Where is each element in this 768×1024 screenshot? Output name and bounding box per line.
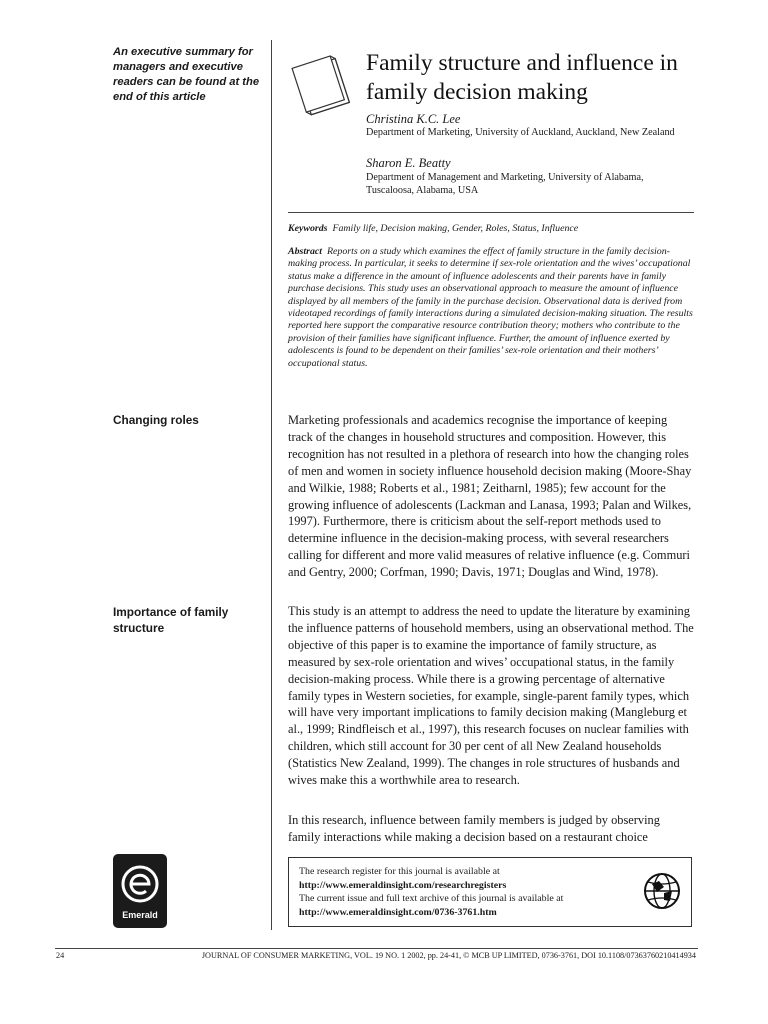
body-paragraph: Marketing professionals and academics recognise the importance of keeping track of the changes in household structures and composition. However, this recognition has not resulted in a plethora of research into how the changing roles of men and women in society influence household decision making (Moore-Shay and Wilkie, 1988; Roberts et al., 1981; Zeitharnl, 1985); few account for the growing influence of adolescents (Lackman and Lanasa, 1993; Palan and Wilkes, 1997). Furthermore, there is criticism about the self-report methods used to determine influence in the decision-making process, with several researchers calling for different and more valid measures of relative influence (e.g. Commuri and Gentry, 2000; Corfman, 1990; Davis, 1971; Douglas and Wind, 1978). (288, 413, 692, 580)
author-affiliation: Department of Management and Marketing, University of Alabama, Tuscaloosa, Alabama, USA (366, 172, 644, 196)
abstract (288, 246, 694, 370)
emerald-logo-text: Emerald (122, 910, 158, 920)
document-pages-icon (289, 50, 355, 122)
keywords-text: Family life, Decision making, Gender, Roles, Status, Influence (332, 223, 579, 234)
archive-text: The current issue and full text archive of this journal is available at (299, 893, 564, 904)
journal-citation: JOURNAL OF CONSUMER MARKETING, VOL. 19 NO. 1 2002, pp. 24-41, © MCB UP LIMITED, 0736-3761, DOI 10.1108/07363760210414934 (201, 951, 696, 960)
abstract-text: Reports on a study which examines the effect of family structure in the family decision-making process. In particular, it seeks to determine if sex-role orientation and the wives’ occupational status make a difference in the amount of influence adolescents and their parents have in family purchase decisions. This study uses an observational approach to measure the amount of influence displayed by all members of the family in the purchase decision. Observational data is derived from videotaped recordings of family interactions during a simulated decision-making situation. The results reported here support the comparative resource contribution theory; mothers who contribute to the provision of their families have significant influence. Further, the amount of influence exerted by adolescents is found to be dependent on their families’ sex-role orientation and their mothers’ occupational status. (288, 246, 693, 369)
research-register-link[interactable]: http://www.emeraldinsight.com/researchregisters (299, 879, 507, 891)
author-affiliation: Department of Marketing, University of Auckland, Auckland, New Zealand (366, 127, 675, 138)
globe-icon (642, 871, 682, 911)
author-name: Christina K.C. Lee (366, 112, 461, 126)
body-paragraph: In this research, influence between family members is judged by observing family interactions while making a decision based on a restaurant choice (288, 813, 660, 844)
article-title: Family structure and influence in family decision making (366, 50, 678, 105)
register-text: The research register for this journal is available at (299, 866, 500, 877)
title-divider (288, 212, 694, 213)
body-paragraph: This study is an attempt to address the need to update the literature by examining the influence patterns of household members, using an observational method. The objective of this paper is to examine the importance of family structure, as measured by sex-role orientation and wives’ occupational status, in the family decision-making process. While there is a growing percentage of alternative family types in Western societies, for example, single-parent family types, which will have very important implications to family decision making (Mangleburg et al., 1999; Rindfleisch et al., 1997), this research focuses on nuclear families with children, which still account for 30 per cent of all New Zealand households (Statistics New Zealand, 1999). The changes in role structures of husbands and wives make this a worthwhile area to research. (288, 604, 694, 788)
section-heading-importance-family-structure: Importance of family structure (113, 605, 229, 635)
author-name: Sharon E. Beatty (366, 156, 451, 170)
column-divider (271, 40, 272, 930)
journal-archive-link[interactable]: http://www.emeraldinsight.com/0736-3761.htm (299, 906, 497, 918)
keywords-label: Keywords (288, 223, 328, 234)
page-number: 24 (56, 951, 65, 960)
executive-summary-note: An executive summary for managers and executive readers can be found at the end of this article (113, 46, 260, 103)
footer-rule (55, 948, 698, 949)
section-heading-changing-roles: Changing roles (113, 413, 199, 427)
keywords (288, 223, 694, 236)
abstract-label: Abstract (288, 246, 323, 257)
research-register-box (288, 857, 692, 927)
